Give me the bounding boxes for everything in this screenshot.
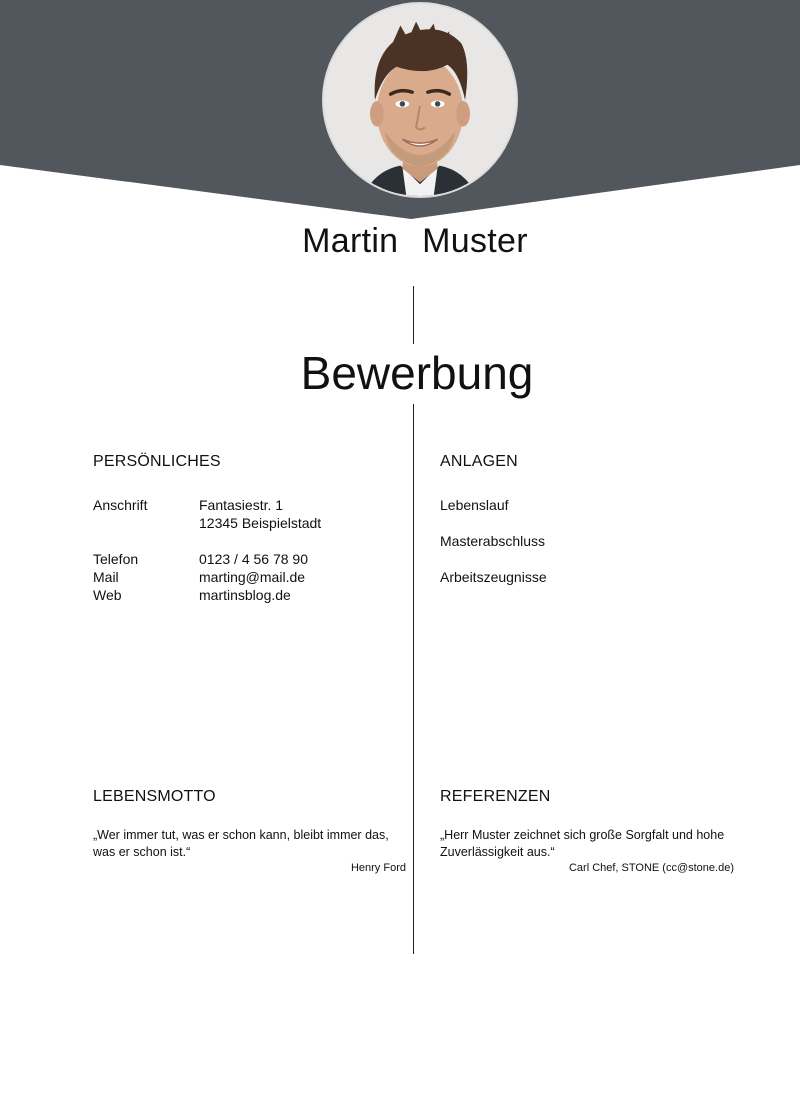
attachment-item: Masterabschluss xyxy=(440,533,546,549)
phone-value: 0123 / 4 56 78 90 xyxy=(199,551,308,567)
portrait-photo-icon xyxy=(324,4,516,196)
attachments-heading: ANLAGEN xyxy=(440,453,518,470)
divider-top xyxy=(413,286,414,344)
address-line-2: 12345 Beispielstadt xyxy=(199,515,322,531)
reference-author: Carl Chef, STONE (cc@stone.de) xyxy=(568,862,734,874)
motto-quote-line-2: was er schon ist.“ xyxy=(93,845,191,859)
personal-heading: PERSÖNLICHES xyxy=(93,453,221,470)
applicant-name xyxy=(0,222,800,261)
divider-main xyxy=(413,404,414,954)
reference-quote-line-2: Zuverlässigkeit aus.“ xyxy=(440,845,555,859)
first-name: Martin xyxy=(302,222,399,260)
reference-quote-line-1: „Herr Muster zeichnet sich große Sorgfalt und hohe xyxy=(440,828,725,842)
mail-value: marting@mail.de xyxy=(199,569,306,585)
web-label: Web xyxy=(93,587,122,603)
document-title: Bewerbung xyxy=(300,347,534,399)
address-line-1: Fantasiestr. 1 xyxy=(199,497,284,513)
references-heading: REFERENZEN xyxy=(440,788,551,805)
phone-label: Telefon xyxy=(93,551,139,567)
last-name: Muster xyxy=(422,222,528,260)
address-label: Anschrift xyxy=(93,497,148,513)
motto-heading: LEBENSMOTTO xyxy=(93,788,216,805)
web-value: martinsblog.de xyxy=(199,587,291,603)
profile-photo xyxy=(322,2,518,198)
mail-label: Mail xyxy=(93,569,119,585)
motto-quote-line-1: „Wer immer tut, was er schon kann, bleibt immer das, xyxy=(93,828,389,842)
motto-author: Henry Ford xyxy=(350,862,406,874)
attachment-item: Arbeitszeugnisse xyxy=(440,569,547,585)
attachment-item: Lebenslauf xyxy=(440,497,509,513)
